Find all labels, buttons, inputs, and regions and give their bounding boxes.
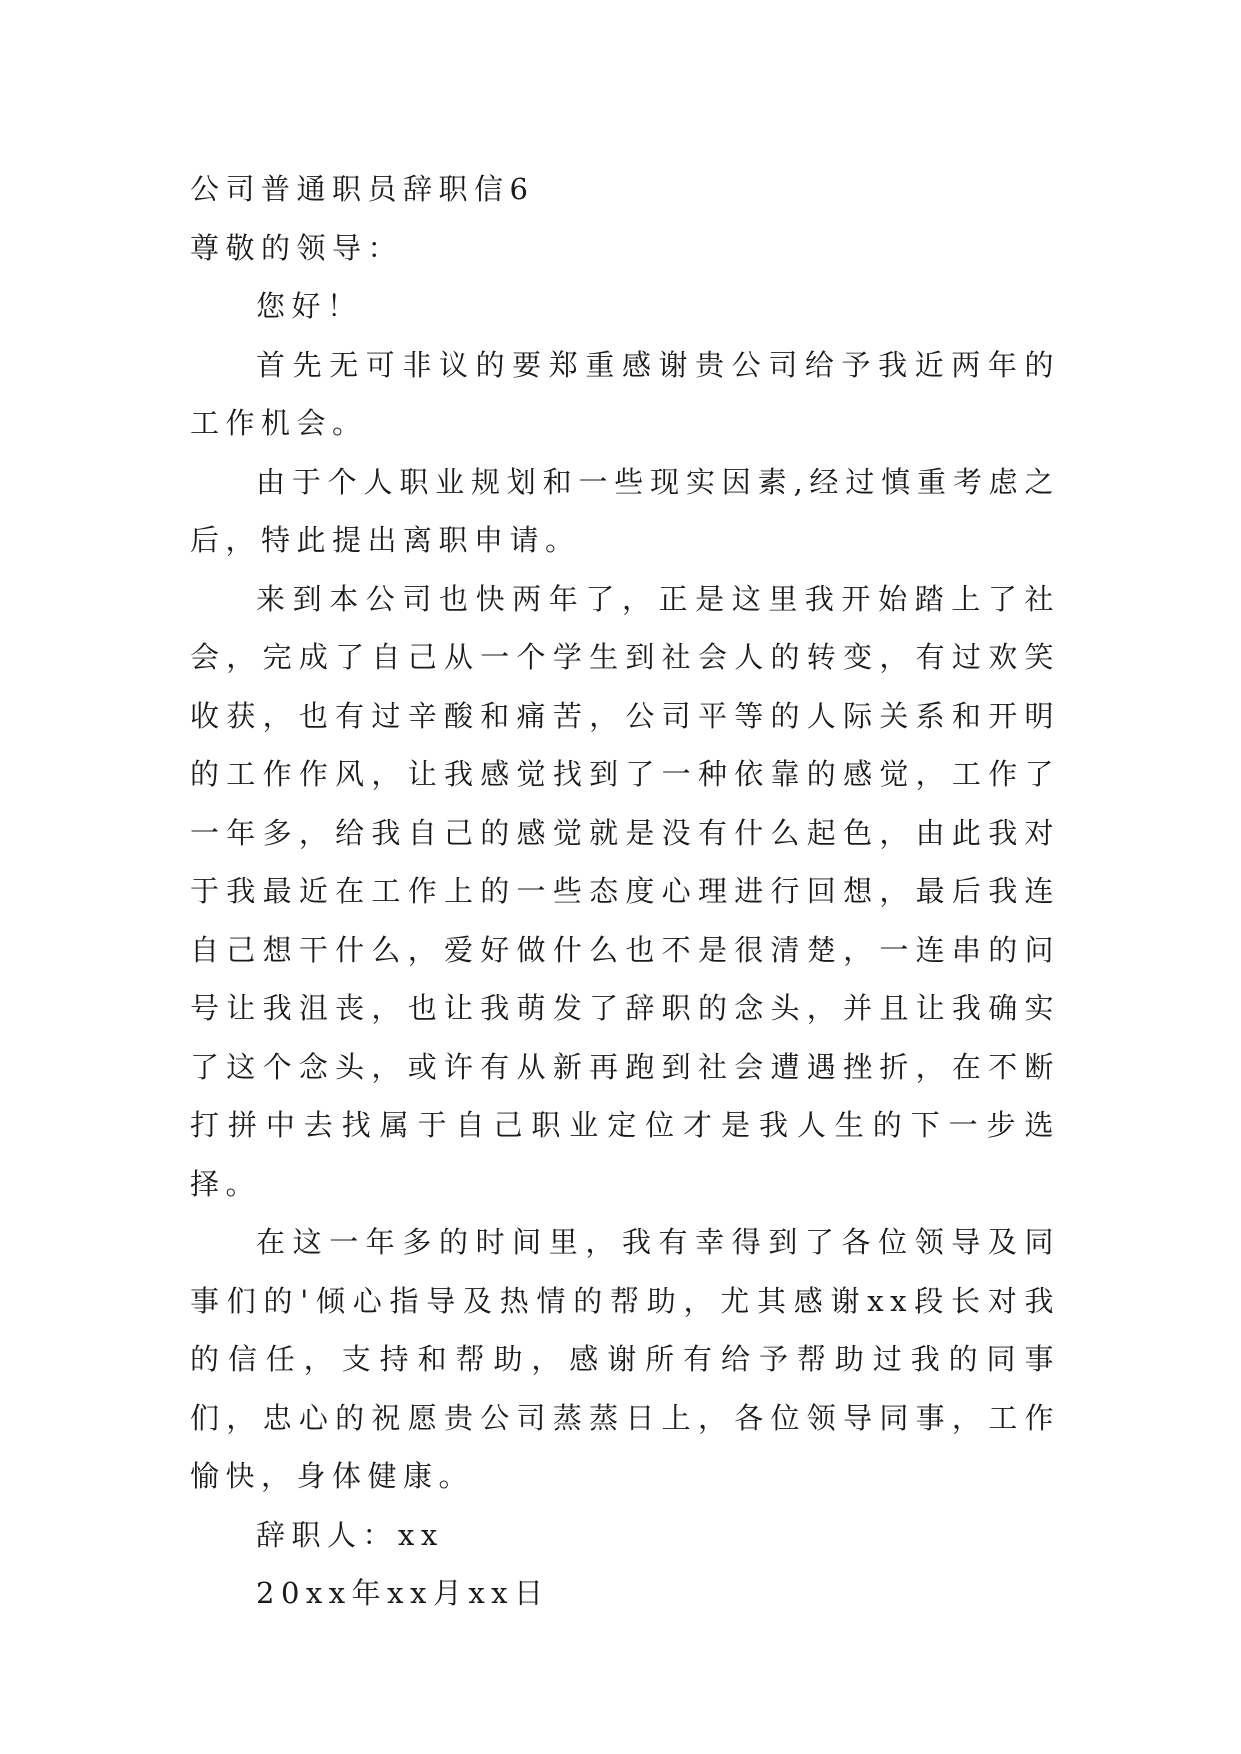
greeting: 您好！ (256, 289, 363, 323)
document-title: 公司普通职员辞职信6 (190, 172, 535, 206)
salutation: 尊敬的领导： (190, 230, 404, 265)
paragraph-reason: 由于个人职业规划和一些现实因素,经过慎重考虑之后，特此提出离职申请。 (190, 464, 1060, 557)
signature: 辞职人：xx (256, 1517, 444, 1552)
date: 20xx年xx月xx日 (256, 1576, 550, 1610)
paragraph-experience: 来到本公司也快两年了，正是这里我开始踏上了社会，完成了自己从一个学生到社会人的转变，有过欢笑收获，也有过辛酸和痛苦，公司平等的人际关系和开明的工作作风，让我感觉找到了一种依靠的感觉，工作了一年多，给我自己的感觉就是没有什么起色，由此我对于我最近在工作上的一些态度心理进行回想，最后我连自己想干什么，爱好做什么也不是很清楚，一连串的问号让我沮丧，也让我萌发了辞职的念头，并且让我确实了这个念头，或许有从新再跑到社会遭遇挫折，在不断打拼中去找属于自己职业定位才是我人生的下一步选择。 (190, 581, 1060, 1201)
paragraph-gratitude: 在这一年多的时间里，我有幸得到了各位领导及同事们的'倾心指导及热情的帮助，尤其感谢xx段长对我的信任，支持和帮助，感谢所有给予帮助过我的同事们，忠心的祝愿贵公司蒸蒸日上，各位领导同事，工作愉快，身体健康。 (190, 1225, 1060, 1493)
paragraph-thanks: 首先无可非议的要郑重感谢贵公司给予我近两年的工作机会。 (190, 347, 1060, 440)
letter-body (190, 160, 1060, 1623)
